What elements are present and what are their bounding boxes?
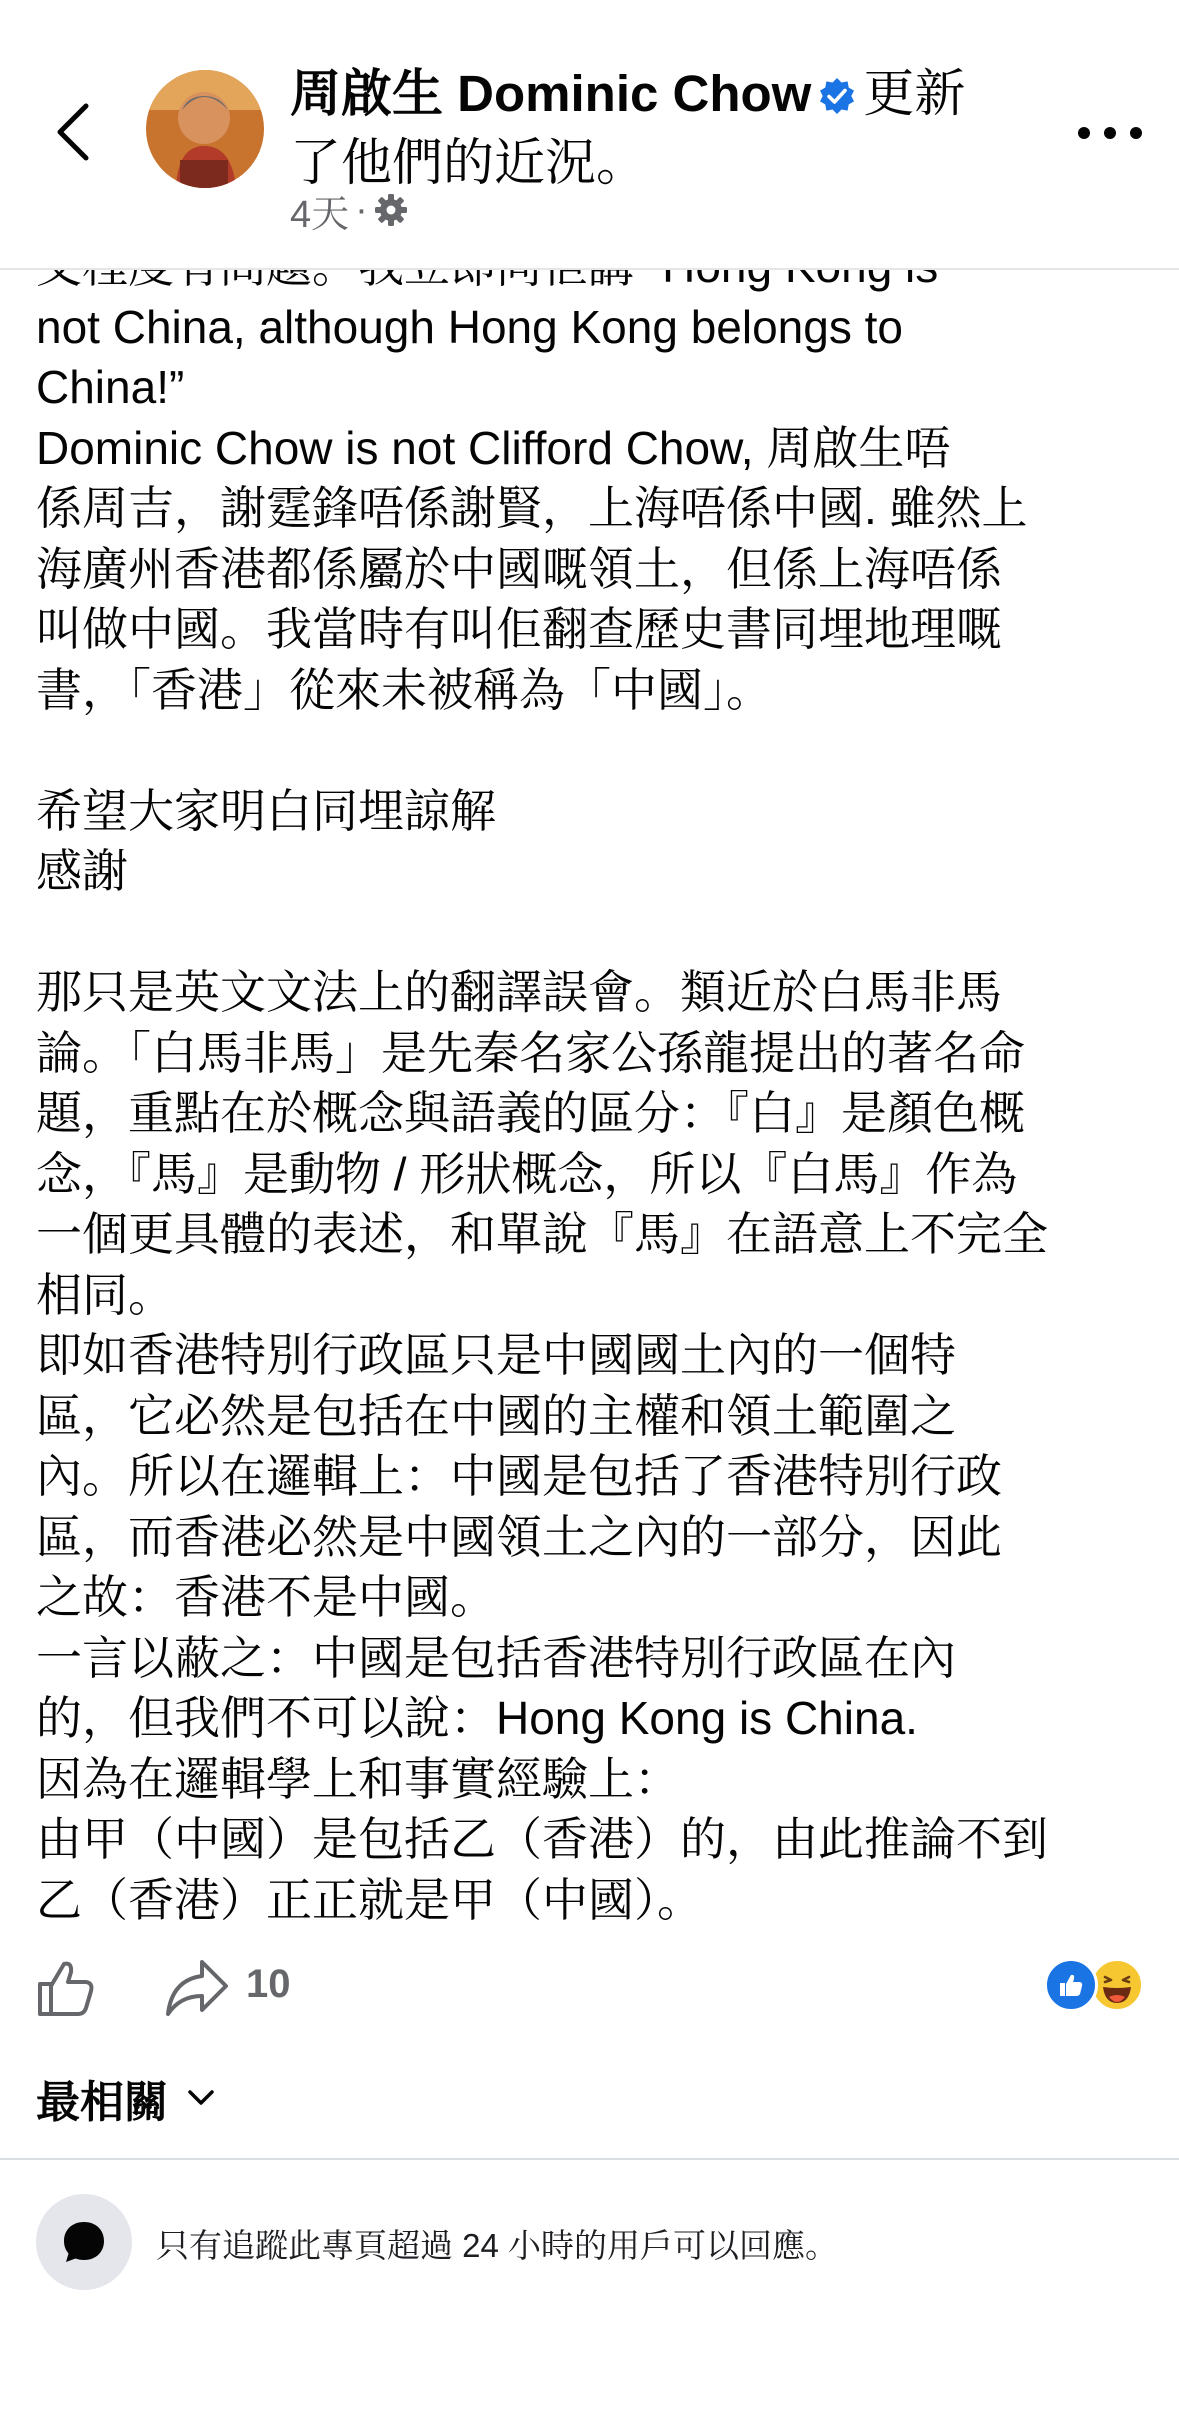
chevron-left-icon [52,100,92,164]
comment-notice-text: 只有追蹤此專頁超過 24 小時的用戶可以回應。 [156,2227,839,2264]
post-text-line: China!” [36,361,185,413]
more-dot-icon [1078,127,1090,139]
post-meta [290,184,408,236]
action-text-continued: 了他們的近況。 [290,134,648,191]
post-text-line: 內。所以在邏輯上：中國是包括了香港特別行政 [36,1450,1002,1502]
reaction-summary[interactable] [1044,1958,1148,2014]
post-header [0,0,1179,270]
avatar[interactable] [146,70,264,188]
more-dot-icon [1104,127,1116,139]
post-text-line [36,902,1146,963]
back-button[interactable] [44,96,100,168]
chevron-down-icon [186,2088,216,2108]
post-text-line [36,720,1146,781]
post-text-line: 區，而香港必然是中國領土之內的一部分，因此 [36,1510,1002,1563]
post-text-line: 之故：香港不是中國。 [36,1571,496,1623]
post-body [36,236,1146,1930]
gear-icon [374,193,408,227]
post-text-line: 叫做中國。我當時有叫佢翻查歷史書同埋地理嘅 [36,603,1002,655]
post-text-line: 念，『馬』是動物 / 形狀概念，所以『白馬』作為 [36,1147,1018,1200]
sort-label: 最相關 [36,2078,168,2127]
post-text-line: 一個更具體的表述，和單說『馬』在語意上不完全 [36,1208,1048,1260]
comment-sort-dropdown[interactable] [36,2068,216,2128]
post-text-line: 論。「白馬非馬」是先秦名家公孫龍提出的著名命 [36,1026,1025,1079]
post-text-line: 相同。 [36,1268,174,1321]
post-text-line: 一言以蔽之：中國是包括香港特別行政區在內 [36,1631,956,1684]
share-count[interactable]: 10 [246,1962,291,2006]
post-actions [0,1950,1179,2030]
post-text-line: 即如香港特別行政區只是中國國土內的一個特 [36,1329,956,1381]
verified-badge-icon [817,67,857,131]
post-text-line: 係周吉，謝霆鋒唔係謝賢，上海唔係中國. 雖然上 [36,482,1028,534]
action-text: 更新 [863,65,966,122]
post-text-line: 因為在邏輯學上和事實經驗上： [36,1752,680,1805]
post-text-line: 題，重點在於概念與語義的區分：『白』是顏色概 [36,1087,1025,1139]
like-reaction-icon [1044,1958,1098,2012]
share-arrow-icon [164,1956,230,2020]
more-dot-icon [1130,127,1142,139]
haha-reaction-icon [1090,1958,1144,2012]
post-text-line: 由甲（中國）是包括乙（香港）的，由此推論不到 [36,1813,1048,1865]
page-name-link[interactable]: 周啟生 Dominic Chow [290,65,812,122]
share-button[interactable] [164,1956,230,2020]
thumbs-up-icon [34,1956,98,2020]
post-text-line: 那只是英文文法上的翻譯誤會。類近於白馬非馬 [36,966,1002,1018]
post-title [290,62,1010,195]
post-text-line: 希望大家明白同埋諒解 [36,784,496,837]
post-timestamp[interactable]: 4天 [290,193,350,236]
comment-restriction-notice [36,2194,1146,2290]
post-text-line: 區，它必然是包括在中國的主權和領土範圍之 [36,1389,956,1442]
post-text-line: 海廣州香港都係屬於中國嘅領土，但係上海唔係 [36,542,1002,595]
post-text-line: 乙（香港）正正就是甲（中國）。 [36,1873,703,1926]
post-text-line: 感謝 [36,845,128,897]
post-text-line: 的，但我們不可以說：Hong Kong is China. [36,1692,918,1744]
comment-bubble-icon [36,2194,132,2290]
meta-separator: · [355,188,368,231]
post-text-line: not China, although Hong Kong belongs to [36,300,903,353]
post-text-line: 書，「香港」從來未被稱為「中國」。 [36,663,772,716]
more-options-button[interactable] [1078,118,1142,148]
divider [0,2158,1179,2160]
like-button[interactable] [34,1956,98,2020]
post-text-line: Dominic Chow is not Clifford Chow, 周啟生唔 [36,421,951,474]
